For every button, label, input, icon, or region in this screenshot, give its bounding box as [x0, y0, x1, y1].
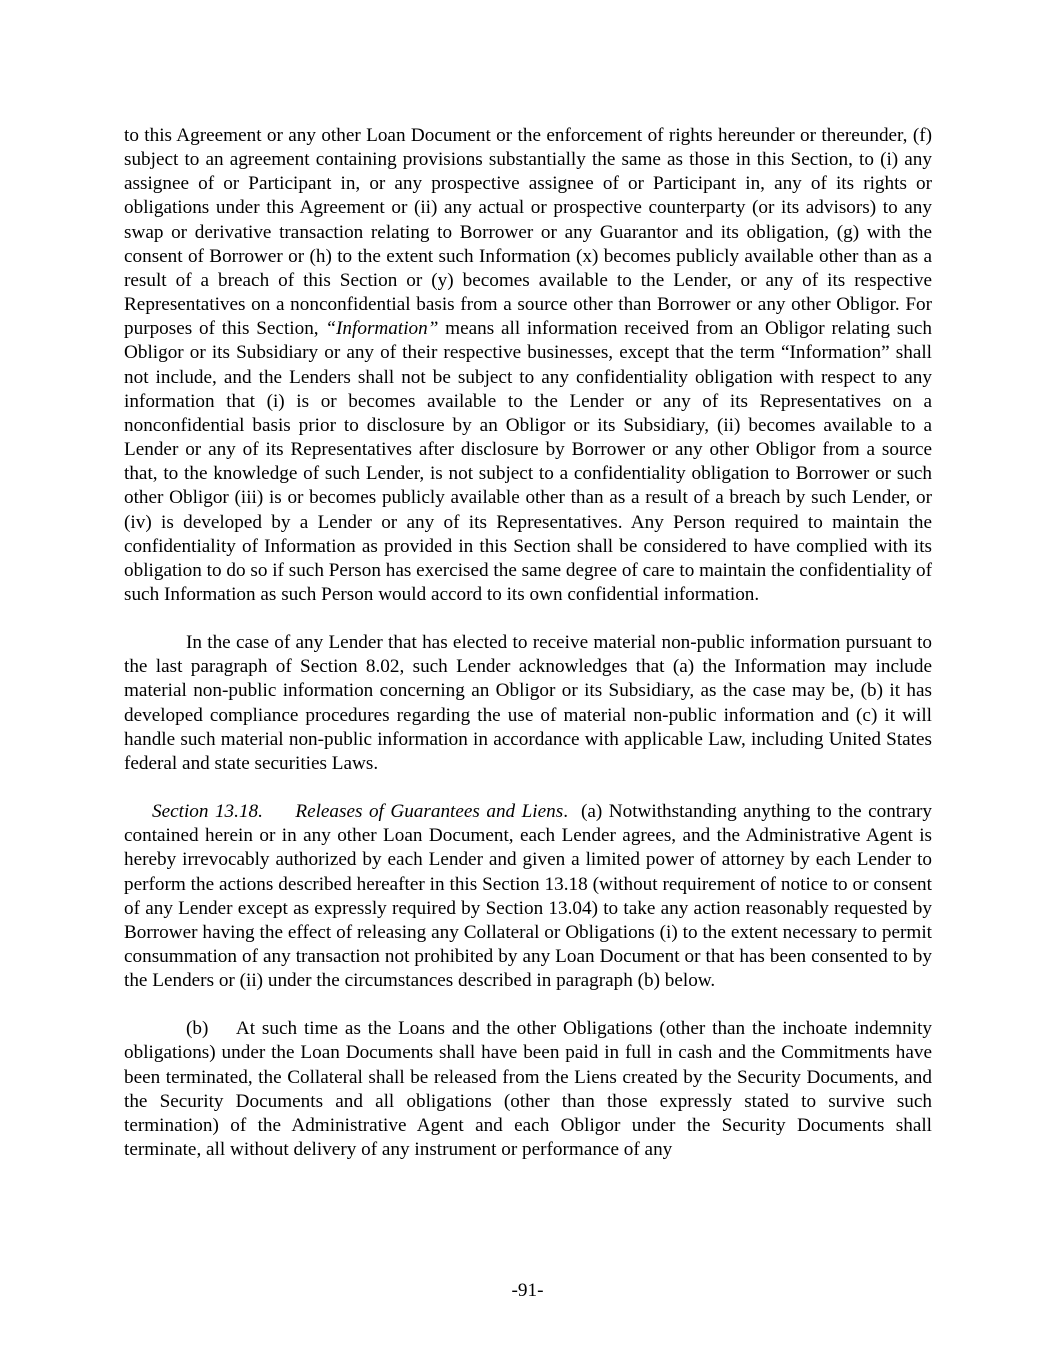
page-number: -91-	[511, 1280, 544, 1301]
paragraph-confidentiality-text-2: means all information received from an Obligor relating such Obligor or its Subsidiary or any of their respective businesses, except that the term “Information” shall not include, and the Lenders shall not be subject to any confidentiality obligation with respect to any information that (i) is or becomes available to the Lender or any of its Representatives on a nonconfidential basis prior to disclosure by an Obligor or its Subsidiary, (ii) becomes available to a Lender or any of its Representatives after disclosure by Borrower or any other Obligor from a source that, to the knowledge of such Lender, is not subject to a confidentiality obligation to Borrower or such other Obligor (iii) is or becomes publicly available other than as a result of a breach by such Lender, or (iv) is developed by a Lender or any of its Representatives. Any Person required to maintain the confidentiality of Information as provided in this Section shall be considered to have complied with its obligation to do so if such Person has exercised the same degree of care to maintain the confidentiality of such Information as such Person would accord to its own confidential information.	[124, 318, 932, 605]
document-page	[124, 124, 932, 1162]
section-number: Section 13.18.	[152, 801, 263, 823]
paragraph-confidentiality	[124, 124, 932, 607]
defined-term-information: “Information”	[325, 318, 439, 340]
paragraph-b-body: At such time as the Loans and the other Obligations (other than the inchoate indemnity obligations) under the Loan Documents shall have been paid in full in cash and the Commitments have been terminated, the Collateral shall be released from the Liens created by the Security Documents, and the Security Documents and all obligations (other than those expressly stated to survive such termination) of the Administrative Agent and each Obligor under the Security Documents shall terminate, all without delivery of any instrument or performance of any	[124, 1018, 932, 1161]
section-body: (a) Notwithstanding anything to the contrary contained herein or in any other Loan Document, each Lender agrees, and the Administrative Agent is hereby irrevocably authorized by each Lender and given a limited power of attorney by each Lender to perform the actions described hereafter in this Section 13.18 (without requirement of notice to or consent of any Lender except as expressly required by Section 13.04) to take any action reasonably requested by Borrower having the effect of releasing any Collateral or Obligations (i) to the extent necessary to permit consummation of any transaction not prohibited by any Loan Document or that has been consented to by the Lenders or (ii) under the circumstances described in paragraph (b) below.	[124, 801, 933, 992]
section-13-18-paragraph	[124, 800, 932, 993]
section-title: Releases of Guarantees and Liens	[295, 801, 564, 823]
paragraph-confidentiality-text-1: to this Agreement or any other Loan Document or the enforcement of rights hereunder or thereunder, (f) subject to an agreement containing provisions substantially the same as those in this Section, to (i) any assignee of or Participant in, or any prospective assignee of or Participant in, any of its rights or obligations under this Agreement or (ii) any actual or prospective counterparty (or its advisors) to any swap or derivative transaction relating to Borrower or any Guarantor and its obligation, (g) with the consent of Borrower or (h) to the extent such Information (x) becomes publicly available other than as a result of a breach of this Section or (y) becomes available to the Lender, or any of its respective Representatives on a nonconfidential basis from a source other than Borrower or any other Obligor. For purposes of this Section,	[124, 125, 932, 340]
paragraph-material-non-public: In the case of any Lender that has elected to receive material non-public information pursuant to the last paragraph of Section 8.02, such Lender acknowledges that (a) the Information may include material non-public information concerning an Obligor or its Subsidiary, as the case may be, (b) it has developed compliance procedures regarding the use of material non-public information and (c) it will handle such material non-public information in accordance with applicable Law, including United States federal and state securities Laws.	[124, 632, 932, 774]
paragraph-b	[124, 1017, 932, 1162]
section-title-period: .	[563, 801, 568, 823]
paragraph-b-label: (b)	[186, 1018, 209, 1040]
